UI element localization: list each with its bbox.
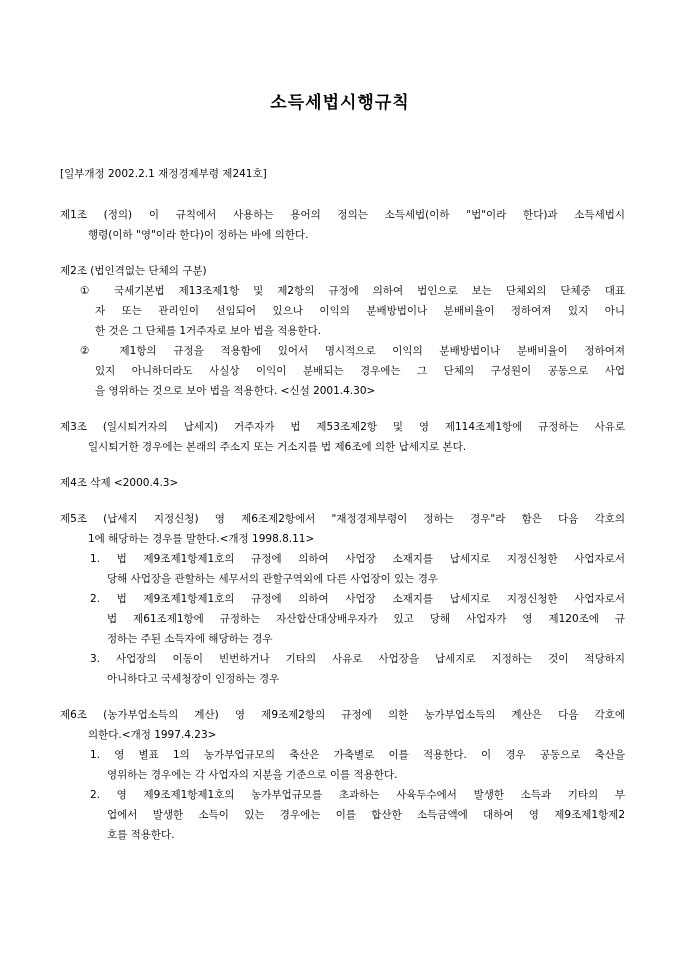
article-6-item-2-line-1: 2. 영 제9조제1항제1호의 농가부업규모를 초과하는 사육두수에서 발생한 소득과 기타의 부 (90, 789, 625, 801)
article-5-item-2-line-1: 2. 법 제9조제1항제1호의 규정에 의하여 사업장 소재지를 납세지로 지정신청한 사업자로서 (90, 593, 625, 605)
article-5-line-2: 1에 해당하는 경우를 말한다.<개정 1998.8.11> (88, 533, 315, 545)
article-5-item-1-line-1: 1. 법 제9조제1항제1호의 규정에 의하여 사업장 소재지를 납세지로 지정신청한 사업자로서 (90, 553, 625, 565)
article-6-item-2-line-3: 호를 적용한다. (107, 829, 175, 841)
article-5-item-3-line-1: 3. 사업장의 이동이 빈번하거나 기타의 사유로 사업장을 납세지로 지정하는 것이 적당하지 (90, 653, 625, 665)
article-3-line-2: 일시퇴거한 경우에는 본래의 주소지 또는 거소지를 법 제6조에 의한 납세지로 본다. (88, 441, 467, 453)
document-body (60, 205, 625, 861)
article-3 (60, 417, 625, 457)
article-6-line-2: 의한다.<개정 1997.4.23> (88, 729, 217, 741)
article-5-item-2-line-2: 법 제61조제1항에 규정하는 자산합산대상배우자가 있고 당해 사업자가 영 제120조에 규 (107, 613, 625, 625)
article-5 (60, 509, 625, 689)
article-2-para-2-line-1: ② 제1항의 규정을 적용함에 있어서 명시적으로 이익의 분배방법이나 분배비율이 정하여져 (80, 345, 625, 357)
article-2-para-1-line-1: ① 국세기본법 제13조제1항 및 제2항의 규정에 의하여 법인으로 보는 단체외의 단체중 대표 (80, 285, 625, 297)
article-2-para-1-line-3: 한 것은 그 단체를 1거주자로 보아 법을 적용한다. (95, 325, 322, 337)
article-5-item-3-line-2: 아니하다고 국세청장이 인정하는 경우 (107, 673, 280, 685)
article-6-item-2-line-2: 업에서 발생한 소득이 있는 경우에는 이를 합산한 소득금액에 대하여 영 제9조제1항제2 (107, 809, 625, 821)
article-1-line-1: 제1조 (정의) 이 규칙에서 사용하는 용어의 정의는 소득세법(이하 "법"이라 한다)과 소득세법시 (60, 209, 625, 221)
article-6-item-1-line-2: 영위하는 경우에는 각 사업자의 지분을 기준으로 이를 적용한다. (107, 769, 398, 781)
article-6 (60, 705, 625, 845)
article-3-line-1: 제3조 (일시퇴거자의 납세지) 거주자가 법 제53조제2항 및 영 제114조제1항에 규정하는 사유로 (60, 421, 625, 433)
document-title: 소득세법시행규칙 (270, 93, 410, 113)
article-6-line-1: 제6조 (농가부업소득의 계산) 영 제9조제2항의 규정에 의한 농가부업소득의 계산은 다음 각호에 (60, 709, 625, 721)
article-5-item-2-line-3: 정하는 주된 소득자에 해당하는 경우 (107, 633, 273, 645)
article-4-line-1: 제4조 삭제 <2000.4.3> (60, 477, 179, 489)
amendment-note: [일부개정 2002.2.1 재정경제부령 제241호] (60, 168, 267, 180)
article-2-para-2-line-3: 을 영위하는 것으로 보아 법을 적용한다. <신설 2001.4.30> (95, 385, 376, 397)
article-1 (60, 205, 625, 245)
article-4 (60, 473, 625, 493)
article-2 (60, 261, 625, 401)
article-5-item-1-line-2: 당해 사업장을 관할하는 세무서의 관할구역외에 다른 사업장이 있는 경우 (107, 573, 438, 585)
article-2-para-2-line-2: 있지 아니하더라도 사실상 이익이 분배되는 경우에는 그 단체의 구성원이 공동으로 사업 (95, 365, 625, 377)
article-2-para-1-line-2: 자 또는 관리인이 선임되어 있으나 이익의 분배방법이나 분배비율이 정하여져 있지 아니 (95, 305, 625, 317)
article-2-heading: 제2조 (법인격없는 단체의 구분) (60, 265, 207, 277)
article-6-item-1-line-1: 1. 영 별표 1의 농가부업규모의 축산은 가축별로 이를 적용한다. 이 경우 공동으로 축산을 (90, 749, 625, 761)
article-5-line-1: 제5조 (납세지 지정신청) 영 제6조제2항에서 "재정경제부령이 정하는 경우"라 함은 다음 각호의 (60, 513, 625, 525)
article-1-line-2: 행령(이하 "영"이라 한다)이 정하는 바에 의한다. (88, 229, 309, 241)
